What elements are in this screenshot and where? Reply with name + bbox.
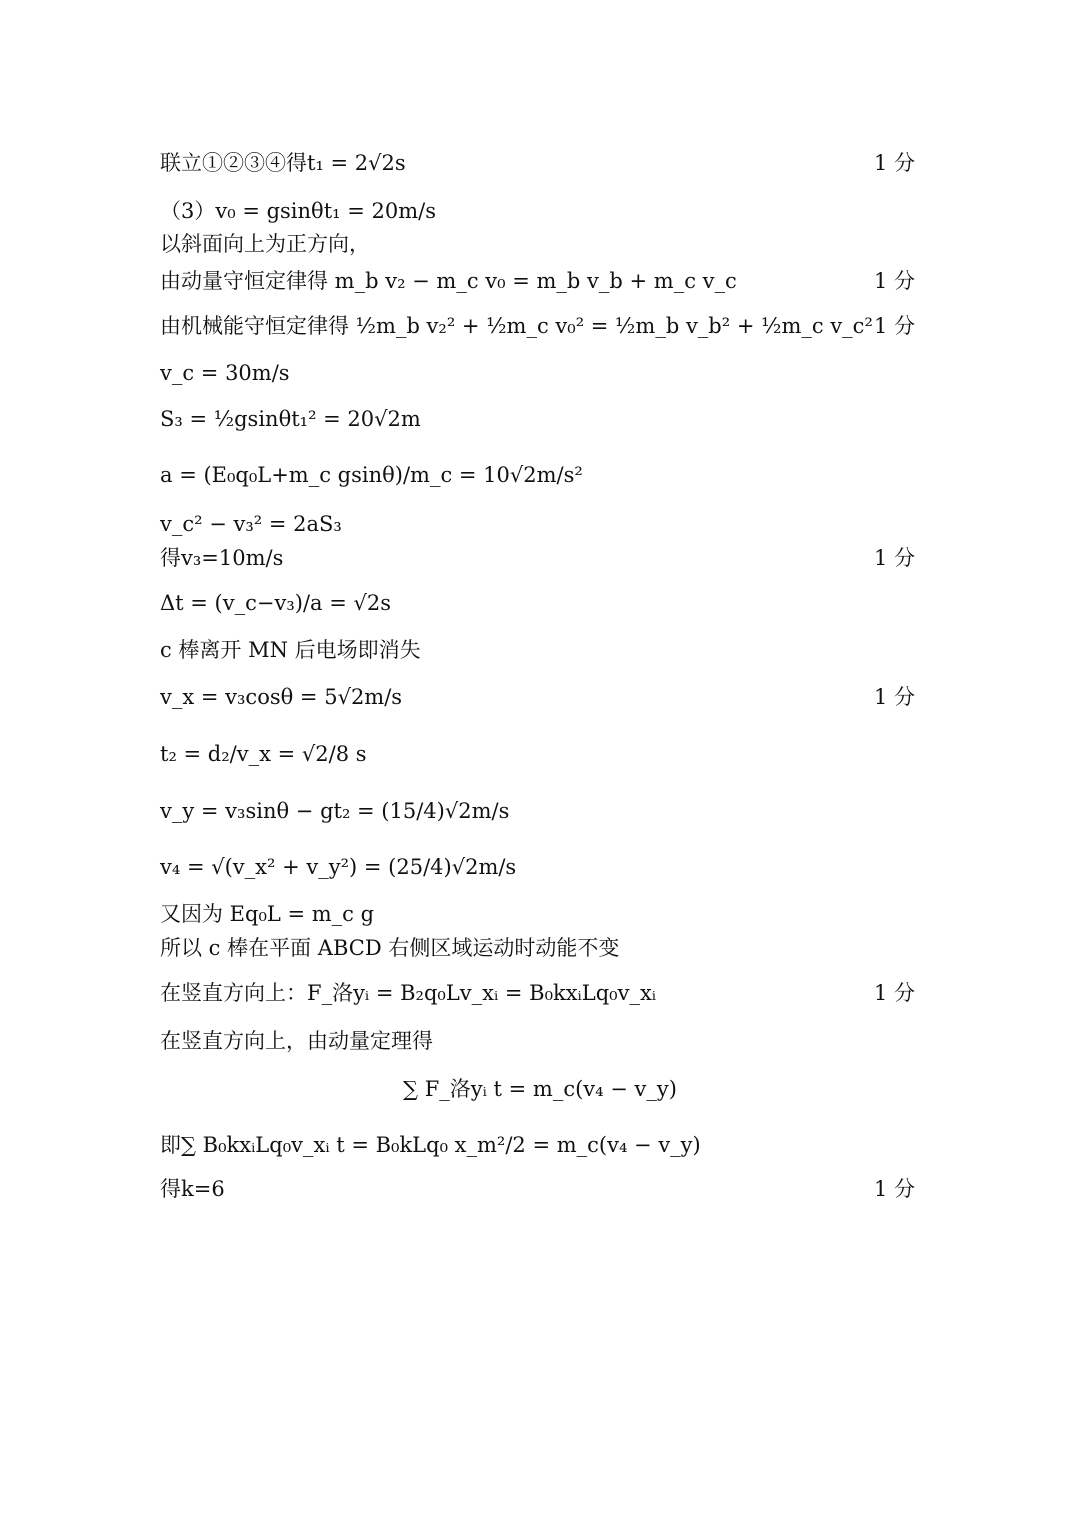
line-16: v₄ = √(v_x² + v_y²) = (25/4)√2m/s: [160, 855, 517, 879]
line-19: 在竖直方向上：F_洛yᵢ = B₂q₀Lv_xᵢ = B₀kxᵢLq₀v_xᵢ: [160, 981, 657, 1005]
line-5: 由机械能守恒定律得 ½m_b v₂² + ½m_c v₀² = ½m_b v_b² + ½m_c v_c²: [160, 314, 873, 338]
line-14: t₂ = d₂/v_x = √2/8 s: [160, 742, 367, 766]
line-20: 在竖直方向上，由动量定理得: [160, 1029, 433, 1053]
line-6: v_c = 30m/s: [160, 361, 290, 385]
line-7: S₃ = ½gsinθt₁² = 20√2m: [160, 407, 421, 431]
line-2: （3）v₀ = gsinθt₁ = 20m/s: [160, 199, 436, 223]
line-12: c 棒离开 MN 后电场即消失: [160, 638, 421, 662]
line-9: v_c² − v₃² = 2aS₃: [160, 512, 342, 536]
line-18: 所以 c 棒在平面 ABCD 右侧区域运动时动能不变: [160, 936, 620, 960]
score-13: 1 分: [873, 685, 915, 709]
score-1: 1 分: [873, 151, 915, 175]
line-23: 得k=6: [160, 1177, 225, 1201]
line-21-centered-equation: ∑ F_洛yᵢ t = m_c(v₄ − v_y): [403, 1077, 677, 1101]
line-3: 以斜面向上为正方向，: [160, 232, 370, 256]
score-10: 1 分: [873, 546, 915, 570]
score-23: 1 分: [873, 1177, 915, 1201]
score-19: 1 分: [873, 981, 915, 1005]
line-22: 即∑ B₀kxᵢLq₀v_xᵢ t = B₀kLq₀ x_m²/2 = m_c(v₄ − v_y): [160, 1133, 701, 1157]
score-4: 1 分: [873, 269, 915, 293]
line-11: Δt = (v_c−v₃)/a = √2s: [160, 591, 391, 615]
line-8: a = (E₀q₀L+m_c gsinθ)/m_c = 10√2m/s²: [160, 463, 583, 487]
line-10: 得v₃=10m/s: [160, 546, 284, 570]
line-13: v_x = v₃cosθ = 5√2m/s: [160, 685, 403, 709]
line-15: v_y = v₃sinθ − gt₂ = (15/4)√2m/s: [160, 799, 510, 823]
line-1: 联立①②③④得t₁ = 2√2s: [160, 151, 406, 175]
line-4: 由动量守恒定律得 m_b v₂ − m_c v₀ = m_b v_b + m_c v_c: [160, 269, 737, 293]
score-5: 1 分: [873, 314, 915, 338]
line-17: 又因为 Eq₀L = m_c g: [160, 902, 375, 926]
